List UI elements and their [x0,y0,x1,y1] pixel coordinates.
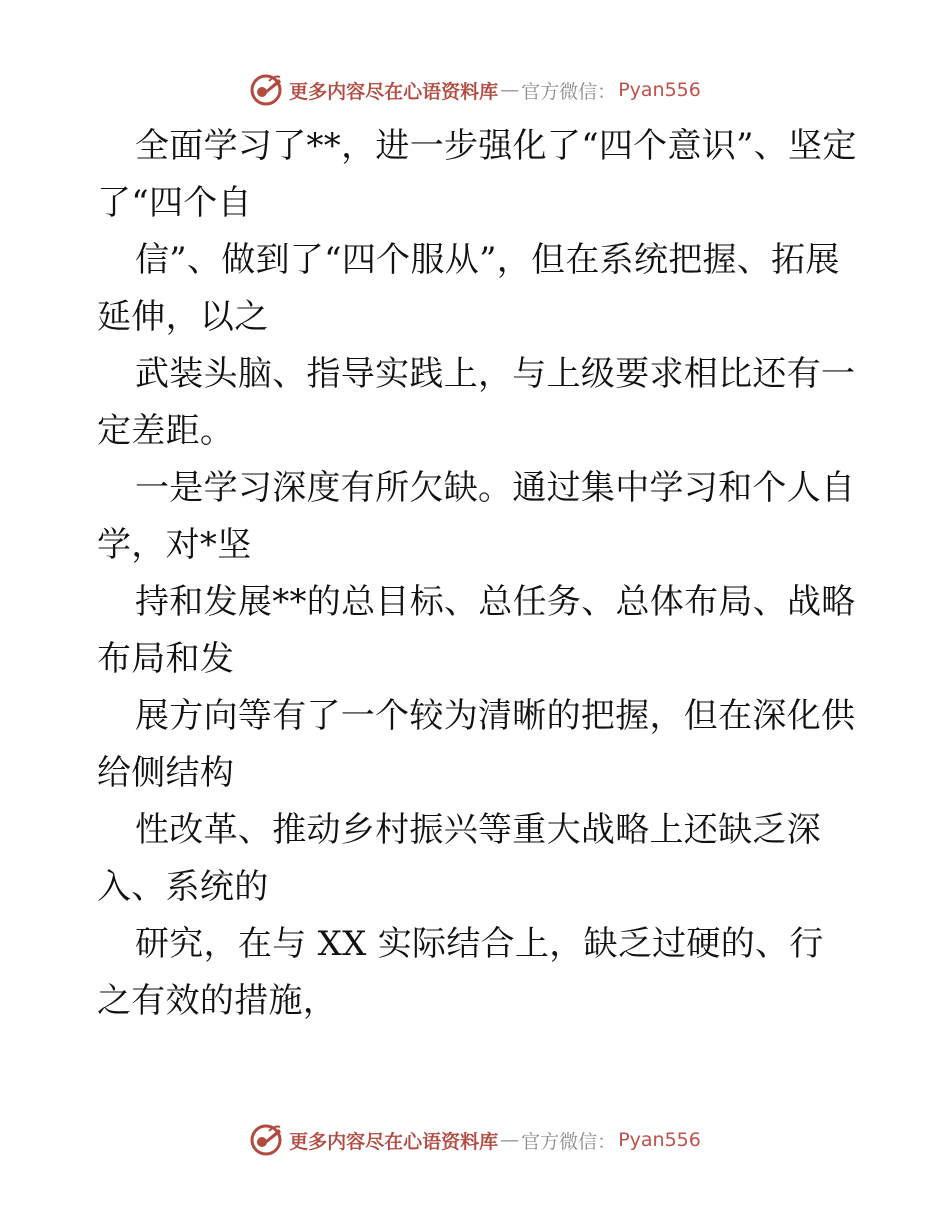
paragraph: 信”、做到了“四个服从”，但在系统把握、拓展延伸，以之 [97,240,840,337]
footer-brand-text: 更多内容尽在心语资料库 [289,1130,499,1153]
footer-wechat-label: 官方微信： [521,1130,617,1153]
footer-watermark [0,1120,950,1160]
paragraph: 一是学习深度有所欠缺。通过集中学习和个人自学，对*坚 [97,468,856,565]
paragraph: 持和发展**的总目标、总任务、总体布局、战略布局和发 [97,582,856,679]
paragraph: 研究，在与 XX 实际结合上，缺乏过硬的、行之有效的措施， [97,924,824,1021]
footer-dash: — [500,1129,520,1151]
writing-pen-logo-icon [249,73,283,107]
header-brand-text: 更多内容尽在心语资料库 [289,80,499,103]
paragraph: 武装头脑、指导实践上，与上级要求相比还有一定差距。 [97,354,856,451]
header-wechat-id: Pyan556 [618,79,701,101]
header-watermark [0,70,950,110]
paragraph: 展方向等有了一个较为清晰的把握，但在深化供给侧结构 [97,696,856,793]
writing-pen-logo-icon [249,1123,283,1157]
paragraph: 性改革、推动乡村振兴等重大战略上还缺乏深入、系统的 [97,810,821,907]
document-body [97,118,857,1030]
footer-wechat-id: Pyan556 [618,1129,701,1151]
header-dash: — [500,79,520,101]
paragraph: 全面学习了**，进一步强化了“四个意识”、坚定了“四个自 [97,126,857,223]
header-wechat-label: 官方微信： [521,80,617,103]
